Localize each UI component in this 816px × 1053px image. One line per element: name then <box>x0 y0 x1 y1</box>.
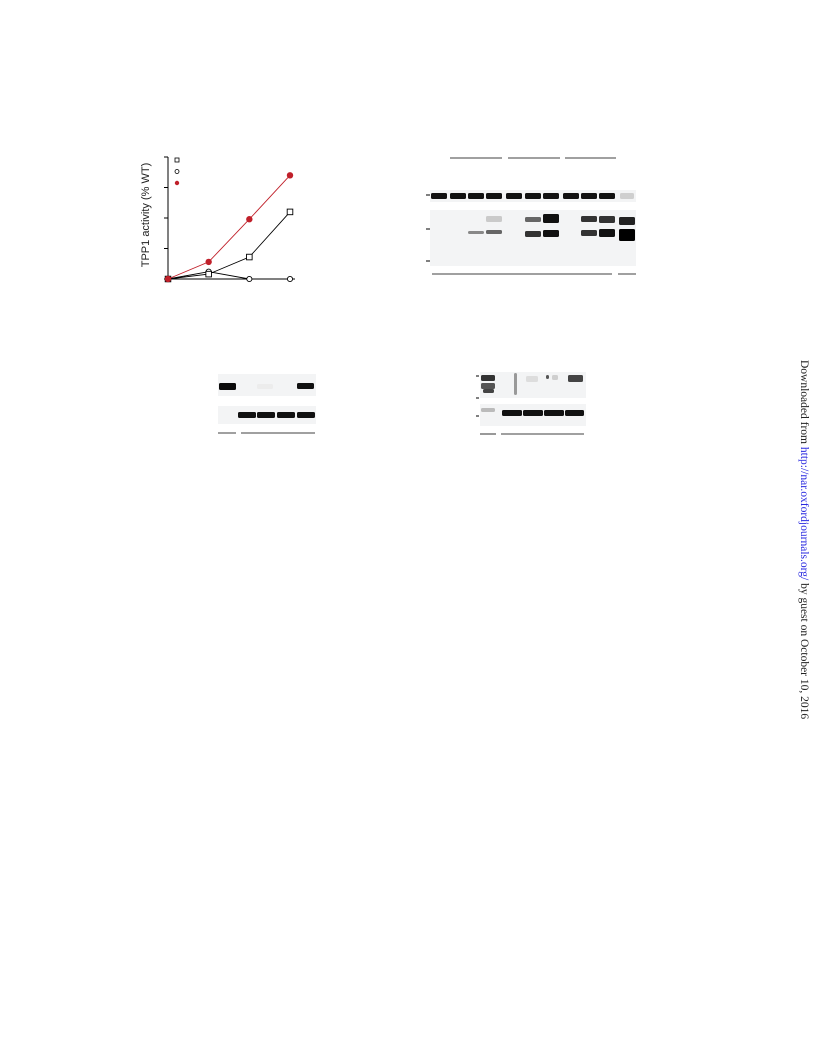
journal-link[interactable]: http://nar.oxfordjournals.org/ <box>798 446 810 581</box>
blot-band <box>546 375 549 379</box>
data-point <box>287 276 292 281</box>
blot-band <box>599 216 615 223</box>
blot-band <box>543 214 559 223</box>
y-axis-label: TPP1 activity (% WT) <box>140 162 152 268</box>
blot-band <box>565 410 584 416</box>
data-point <box>247 254 253 260</box>
blot-band <box>599 229 615 237</box>
blot-band <box>257 384 273 389</box>
data-point <box>165 276 171 282</box>
tpp1-activity-chart <box>130 145 310 290</box>
western-blot-panel-b <box>420 150 640 280</box>
blot-band <box>619 229 635 241</box>
blot-band <box>568 375 583 382</box>
blot-band <box>581 193 597 199</box>
blot-band <box>543 193 559 199</box>
series-circle <box>165 269 292 282</box>
blot-band <box>481 408 495 412</box>
data-point <box>287 209 293 215</box>
legend-marker <box>175 181 179 185</box>
blot-band <box>257 412 275 418</box>
download-watermark <box>798 360 810 719</box>
blot-band <box>486 216 502 222</box>
blot-band <box>514 373 517 395</box>
blot-band <box>525 231 541 237</box>
blot-band <box>526 376 538 382</box>
data-point <box>247 276 252 281</box>
data-point <box>287 172 293 178</box>
blot-band <box>523 410 543 416</box>
western-blot-panel-d <box>474 370 588 438</box>
blot-band <box>525 193 541 199</box>
series-line <box>168 175 290 279</box>
data-point <box>246 216 252 222</box>
chart-legend <box>175 158 179 185</box>
blot-band <box>468 193 484 199</box>
legend-marker <box>175 158 179 162</box>
blot-band <box>502 410 522 416</box>
blot-band <box>297 383 314 389</box>
blot-band <box>468 231 484 234</box>
watermark-suffix: by guest on October 10, 2016 <box>798 580 810 720</box>
legend-marker <box>175 170 179 174</box>
blot-band <box>620 193 634 199</box>
data-point <box>205 259 211 265</box>
data-point <box>206 271 212 277</box>
blot-band <box>238 412 256 418</box>
blot-band <box>486 193 502 199</box>
series-line <box>168 272 290 279</box>
series-layer <box>165 172 293 282</box>
blot-band <box>552 375 558 380</box>
blot-band <box>619 217 635 225</box>
blot-band <box>486 230 502 234</box>
blot-band <box>481 383 495 389</box>
blot-band <box>483 389 494 393</box>
blot-band <box>277 412 295 418</box>
blot-band <box>506 193 522 199</box>
western-blot-panel-c <box>216 374 320 438</box>
blot-band <box>563 193 579 199</box>
blot-band <box>599 193 615 199</box>
series-line <box>168 212 290 279</box>
blot-band <box>581 230 597 236</box>
blot-band <box>481 375 495 381</box>
blot-band <box>543 230 559 237</box>
series-square <box>165 209 293 282</box>
blot-band <box>525 217 541 222</box>
blot-band <box>219 383 236 390</box>
blot-band <box>297 412 315 418</box>
blot-band <box>431 193 447 199</box>
blot-band <box>581 216 597 222</box>
blot-band <box>544 410 564 416</box>
watermark-prefix: Downloaded from <box>798 360 810 447</box>
blot-band <box>450 193 466 199</box>
y-ticks <box>164 157 168 279</box>
